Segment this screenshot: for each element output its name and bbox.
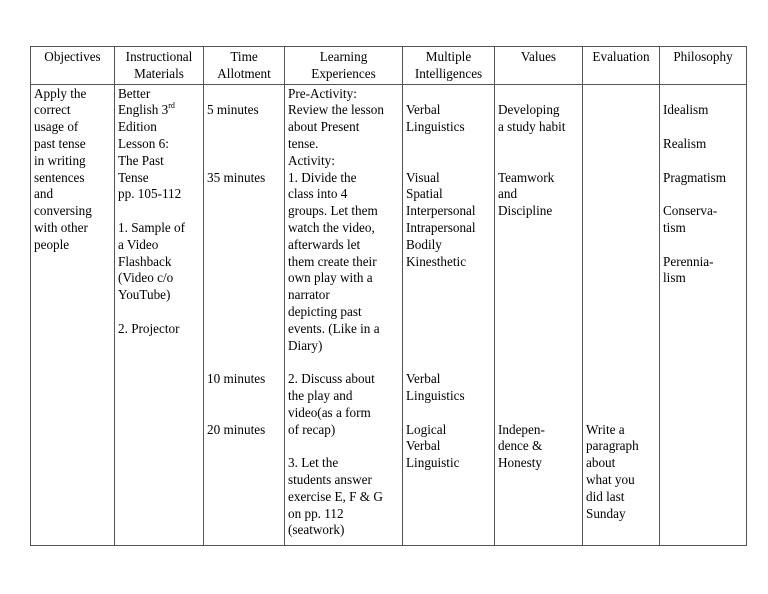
cell-line: Linguistics — [406, 119, 465, 135]
cell-line: Tense — [118, 169, 149, 185]
materials-text: English 3 — [118, 102, 169, 118]
cell-line — [586, 186, 656, 203]
cell-line: in writing — [34, 152, 86, 168]
cell-line: Teamwork — [498, 169, 555, 185]
cell-line — [663, 153, 743, 170]
cell-line — [586, 338, 656, 355]
cell-line: Verbal — [406, 438, 441, 454]
cell-line — [406, 304, 491, 321]
cell-line: Logical — [406, 421, 447, 437]
cell-line: Diary) — [288, 337, 323, 353]
cell-line: Sunday — [586, 505, 626, 521]
learning-cell — [285, 84, 403, 546]
objectives-cell — [31, 84, 115, 546]
cell-line: 35 minutes — [207, 169, 266, 185]
cell-line: lism — [663, 270, 686, 286]
cell-line: paragraph — [586, 438, 639, 454]
header-row — [31, 47, 747, 85]
cell-line: them create their — [288, 253, 377, 269]
cell-line: 10 minutes — [207, 371, 266, 387]
cell-line: Realism — [663, 135, 707, 151]
cell-line — [586, 119, 656, 136]
cell-line — [586, 237, 656, 254]
cell-line: own play with a — [288, 270, 373, 286]
cell-line: a Video — [118, 236, 159, 252]
cell-line: The Past — [118, 152, 164, 168]
cell-line: Idealism — [663, 102, 709, 118]
cell-line — [498, 287, 579, 304]
cell-line: Write a — [586, 421, 625, 437]
cell-line — [586, 287, 656, 304]
cell-line: Review the lesson — [288, 102, 384, 118]
cell-line: (seatwork) — [288, 522, 345, 538]
cell-line: Interpersonal — [406, 203, 476, 219]
cell-line — [207, 119, 281, 136]
cell-line — [663, 119, 743, 136]
cell-line: video(as a form — [288, 404, 371, 420]
cell-line — [207, 388, 281, 405]
cell-line — [586, 102, 656, 119]
cell-line: 1. Sample of — [118, 219, 186, 235]
cell-line: Pragmatism — [663, 169, 727, 185]
cell-line: did last — [586, 488, 625, 504]
content-row — [31, 84, 747, 546]
cell-line: 5 minutes — [207, 102, 259, 118]
cell-line: about Present — [288, 119, 360, 135]
cell-line: Indepen- — [498, 421, 545, 437]
cell-line: tense. — [288, 135, 319, 151]
header-text: Multiple — [425, 49, 472, 64]
materials-line — [118, 102, 200, 119]
cell-line — [118, 203, 200, 220]
cell-line: Activity: — [288, 152, 335, 168]
cell-line — [498, 405, 579, 422]
materials-line: Better — [118, 85, 151, 101]
cell-line: sentences — [34, 169, 85, 185]
cell-line — [207, 287, 281, 304]
cell-line: and — [498, 186, 518, 202]
cell-line — [288, 354, 399, 371]
header-text: Objectives — [44, 49, 101, 64]
cell-line — [498, 338, 579, 355]
cell-line — [207, 270, 281, 287]
cell-line: Lesson 6: — [118, 135, 169, 151]
cell-line — [498, 136, 579, 153]
cell-line: Verbal — [406, 102, 441, 118]
cell-line — [663, 237, 743, 254]
cell-line — [207, 186, 281, 203]
cell-line: Developing — [498, 102, 560, 118]
cell-line: 1. Divide the — [288, 169, 357, 185]
cell-line — [207, 203, 281, 220]
cell-line: YouTube) — [118, 287, 171, 303]
cell-line: 2. Discuss about — [288, 371, 375, 387]
cell-line — [498, 254, 579, 271]
cell-line: exercise E, F & G — [288, 488, 383, 504]
cell-line — [586, 405, 656, 422]
cell-line — [207, 304, 281, 321]
cell-line: the play and — [288, 387, 353, 403]
cell-line — [207, 153, 281, 170]
cell-line: Flashback — [118, 253, 172, 269]
cell-line — [406, 270, 491, 287]
cell-line: Intrapersonal — [406, 219, 476, 235]
header-text: Learning — [319, 49, 368, 64]
cell-line — [207, 220, 281, 237]
cell-line — [406, 153, 491, 170]
header-philosophy — [660, 47, 747, 85]
cell-line: Visual — [406, 169, 440, 185]
cell-line: of recap) — [288, 421, 336, 437]
cell-line — [586, 388, 656, 405]
cell-line — [586, 86, 656, 103]
philosophy-cell — [660, 84, 747, 546]
cell-line: Bodily — [406, 236, 442, 252]
cell-line — [586, 270, 656, 287]
header-objectives — [31, 47, 115, 85]
superscript: rd — [168, 101, 175, 111]
cell-line: people — [34, 236, 70, 252]
cell-line: conversing — [34, 203, 92, 219]
header-text: Values — [520, 49, 557, 64]
evaluation-cell — [583, 84, 660, 546]
header-text: Experiences — [311, 65, 376, 81]
cell-line — [586, 254, 656, 271]
cell-line: students answer — [288, 471, 372, 487]
cell-line: a study habit — [498, 119, 566, 135]
cell-line — [498, 321, 579, 338]
cell-line: Spatial — [406, 186, 443, 202]
cell-line — [586, 170, 656, 187]
header-time — [204, 47, 285, 85]
cell-line: dence & — [498, 438, 543, 454]
header-intelligences — [403, 47, 495, 85]
cell-line — [406, 287, 491, 304]
cell-line — [586, 354, 656, 371]
cell-line: Pre-Activity: — [288, 85, 357, 101]
cell-line: watch the video, — [288, 219, 375, 235]
cell-line — [406, 321, 491, 338]
cell-line: narrator — [288, 287, 330, 303]
header-text: Allotment — [217, 65, 271, 81]
cell-line: Honesty — [498, 455, 542, 471]
cell-line — [498, 304, 579, 321]
materials-cell — [115, 84, 204, 546]
cell-line — [207, 254, 281, 271]
cell-line — [498, 86, 579, 103]
cell-line: on pp. 112 — [288, 505, 344, 521]
cell-line — [498, 270, 579, 287]
cell-line: pp. 105-112 — [118, 186, 182, 202]
cell-line: tism — [663, 219, 686, 235]
cell-line — [586, 136, 656, 153]
cell-line: with other — [34, 219, 88, 235]
cell-line — [406, 405, 491, 422]
cell-line — [498, 371, 579, 388]
intelligences-cell — [403, 84, 495, 546]
cell-line — [118, 304, 200, 321]
cell-line — [406, 136, 491, 153]
cell-line — [406, 338, 491, 355]
cell-line — [207, 321, 281, 338]
header-text: Materials — [134, 65, 184, 81]
cell-line: Kinesthetic — [406, 253, 467, 269]
cell-line: and — [34, 186, 54, 202]
cell-line: Conserva- — [663, 203, 718, 219]
cell-line — [406, 354, 491, 371]
cell-line — [663, 86, 743, 103]
cell-line: Linguistic — [406, 455, 460, 471]
header-text: Time — [230, 49, 258, 64]
cell-line — [207, 86, 281, 103]
cell-line: Verbal — [406, 371, 441, 387]
cell-line: class into 4 — [288, 186, 348, 202]
cell-line: Linguistics — [406, 387, 465, 403]
cell-line — [498, 153, 579, 170]
cell-line — [207, 338, 281, 355]
cell-line — [586, 203, 656, 220]
cell-line — [586, 153, 656, 170]
cell-line — [207, 405, 281, 422]
cell-line: Perennia- — [663, 253, 714, 269]
cell-line — [207, 136, 281, 153]
cell-line: Edition — [118, 119, 157, 135]
cell-line — [207, 354, 281, 371]
cell-line — [663, 186, 743, 203]
cell-line: what you — [586, 471, 635, 487]
cell-line — [406, 86, 491, 103]
cell-line — [586, 220, 656, 237]
cell-line — [498, 354, 579, 371]
header-learning — [285, 47, 403, 85]
cell-line: afterwards let — [288, 236, 361, 252]
cell-line: about — [586, 455, 616, 471]
header-values — [495, 47, 583, 85]
cell-line — [586, 371, 656, 388]
cell-line — [207, 237, 281, 254]
cell-line — [586, 321, 656, 338]
cell-line: Discipline — [498, 203, 553, 219]
cell-line: Apply the — [34, 85, 87, 101]
cell-line — [288, 438, 399, 455]
header-text: Philosophy — [673, 49, 733, 64]
header-materials — [115, 47, 204, 85]
cell-line — [498, 237, 579, 254]
cell-line: usage of — [34, 119, 79, 135]
values-cell — [495, 84, 583, 546]
time-cell — [204, 84, 285, 546]
cell-line: past tense — [34, 135, 86, 151]
lesson-plan-table — [30, 46, 747, 546]
cell-line: (Video c/o — [118, 270, 174, 286]
header-evaluation — [583, 47, 660, 85]
cell-line: depicting past — [288, 303, 362, 319]
cell-line — [498, 220, 579, 237]
cell-line: 2. Projector — [118, 320, 180, 336]
cell-line — [586, 304, 656, 321]
cell-line — [498, 388, 579, 405]
header-text: Intelligences — [414, 65, 483, 81]
cell-line: 20 minutes — [207, 421, 266, 437]
cell-line: groups. Let them — [288, 203, 378, 219]
cell-line: 3. Let the — [288, 455, 339, 471]
cell-line: events. (Like in a — [288, 320, 380, 336]
header-text: Instructional — [125, 49, 193, 64]
header-text: Evaluation — [592, 49, 650, 64]
cell-line: correct — [34, 102, 71, 118]
